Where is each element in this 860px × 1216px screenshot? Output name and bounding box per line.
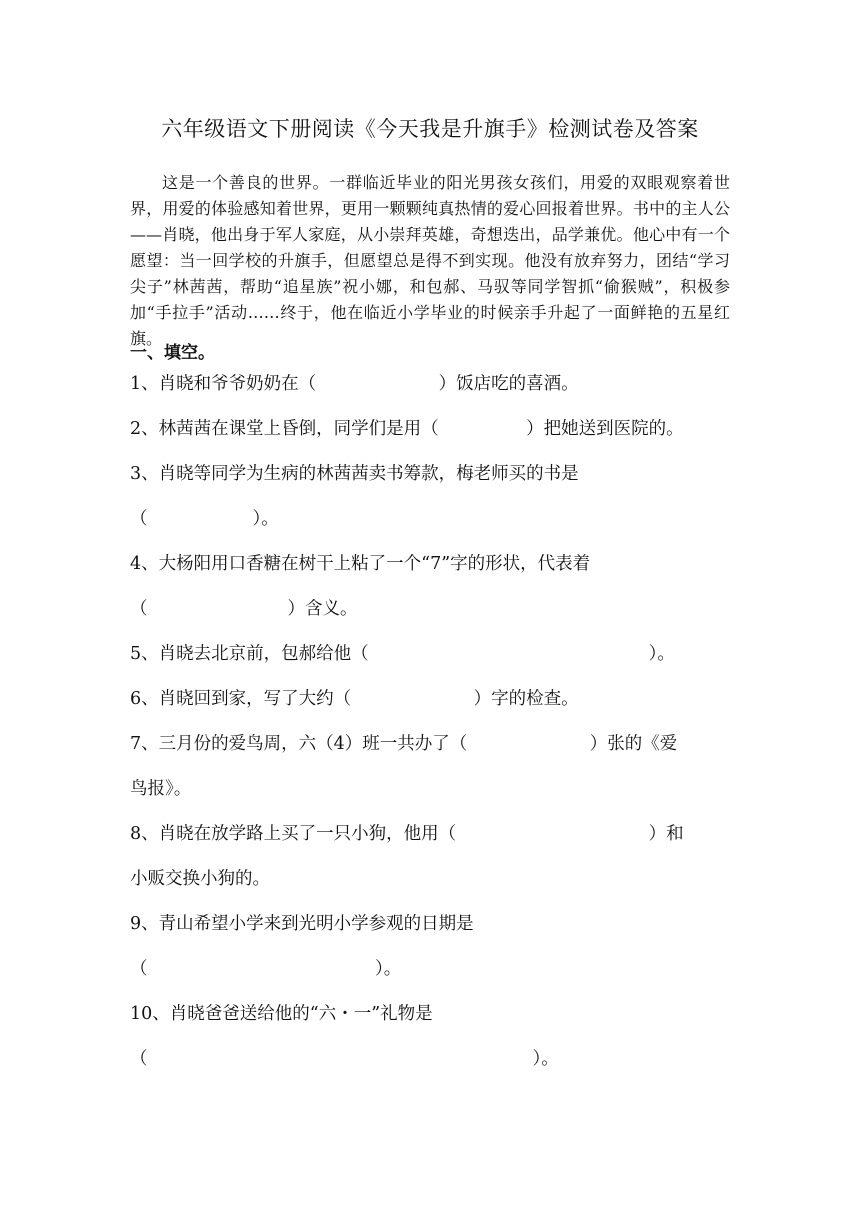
question-2: 2、林茜茜在课堂上昏倒，同学们是用（ ）把她送到医院的。 [130, 419, 684, 439]
question-4: 4、大杨阳用口香糖在树干上粘了一个“7”字的形状，代表着 [130, 554, 591, 574]
question-8-continuation: 小贩交换小狗的。 [130, 869, 270, 889]
question-5: 5、肖晓去北京前，包郝给他（ ）。 [130, 644, 675, 664]
section-heading: 一、填空。 [130, 343, 215, 363]
question-10: 10、肖晓爸爸送给他的“六・一”礼物是 [130, 1004, 433, 1024]
question-9-answer-blank: （ ）。 [130, 959, 402, 979]
question-8: 8、肖晓在放学路上买了一只小狗，他用（ ）和 [130, 824, 684, 844]
intro-text: 这是一个善良的世界。一群临近毕业的阳光男孩女孩们，用爱的双眼观察着世界，用爱的体验感知着世界，更用一颗颗纯真热情的爱心回报着世界。书中的主人公——肖晓，他出身于军人家庭，从小崇拜英雄，奇想迭出，品学兼优。他心中有一个愿望：当一回学校的升旗手，但愿望总是得不到实现。他没有放弃努力，团结“学习尖子”林茜茜，帮助“追星族”祝小娜，和包郝、马驭等同学智抓“偷猴贼”，积极参加“手拉手”活动……终于，他在临近小学毕业的时候亲手升起了一面鲜艳的五星红旗。 [130, 173, 730, 348]
question-3: 3、肖晓等同学为生病的林茜茜卖书筹款，梅老师买的书是 [130, 464, 579, 484]
question-7-continuation: 鸟报》。 [130, 779, 192, 799]
document-title: 六年级语文下册阅读《今天我是升旗手》检测试卷及答案 [161, 117, 699, 141]
question-7: 7、三月份的爱鸟周，六（4）班一共办了（ ）张的《爱 [130, 734, 678, 754]
question-6: 6、肖晓回到家，写了大约（ ）字的检查。 [130, 689, 579, 709]
question-10-answer-blank: （ ）。 [130, 1049, 559, 1069]
question-4-answer-blank: （ ）含义。 [130, 599, 358, 619]
intro-paragraph [130, 170, 730, 352]
question-1: 1、肖晓和爷爷奶奶在（ ）饭店吃的喜酒。 [130, 374, 579, 394]
question-9: 9、青山希望小学来到光明小学参观的日期是 [130, 914, 474, 934]
question-3-answer-blank: （ ）。 [130, 509, 279, 529]
